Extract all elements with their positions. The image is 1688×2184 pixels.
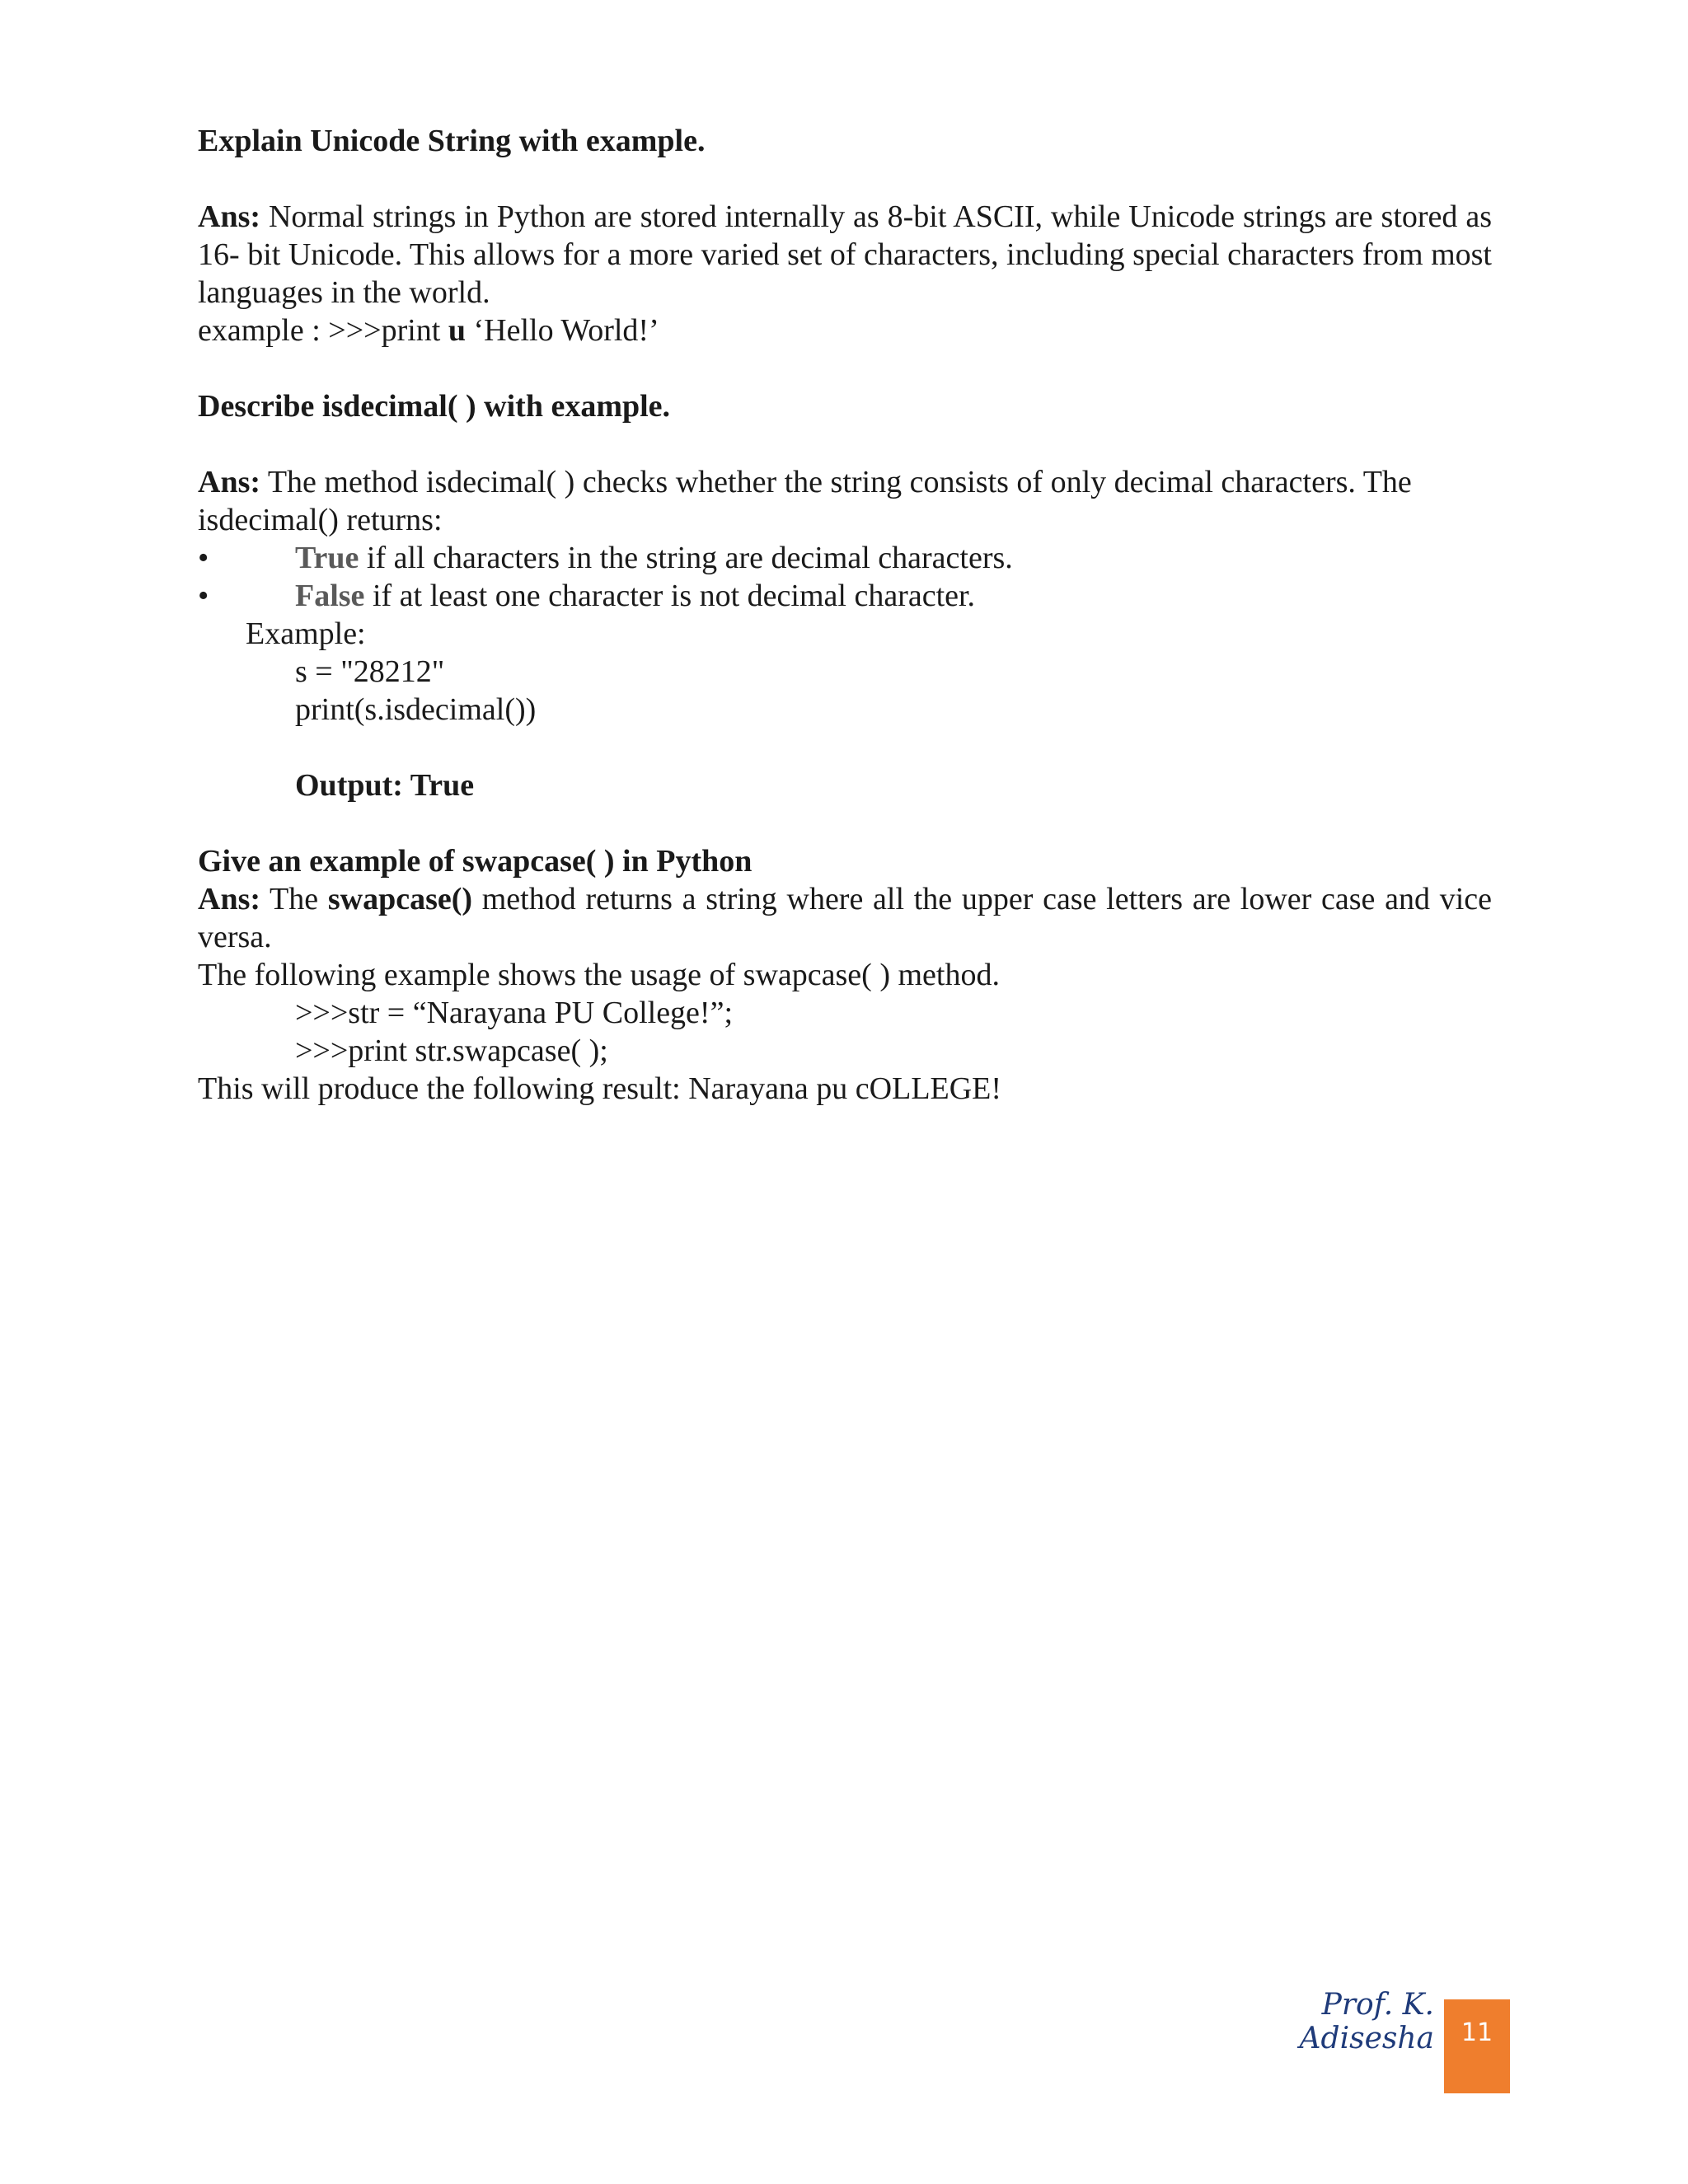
answer-label: Ans: — [198, 199, 261, 234]
answer-method: swapcase() — [327, 882, 473, 916]
answer-swapcase — [198, 880, 1492, 956]
question-swapcase-title: Give an example of swapcase( ) in Python — [198, 844, 753, 879]
bullet-text: if all characters in the string are decimal characters. — [359, 541, 1013, 575]
example-label: Example: — [246, 616, 366, 651]
answer-label: Ans: — [198, 882, 261, 916]
output-line: Output: True — [295, 768, 475, 803]
code-line: s = "28212" — [295, 654, 445, 689]
code-line: print(s.isdecimal()) — [295, 692, 537, 727]
bullet-keyword: True — [295, 541, 359, 575]
answer-text: The — [260, 882, 328, 916]
list-item — [198, 577, 1492, 615]
question-unicode-title: Explain Unicode String with example. — [198, 124, 706, 158]
page-content — [198, 122, 1492, 1108]
answer-text: The method isdecimal( ) checks whether the string consists of only decimal characters. The isdecimal() returns: — [198, 465, 1412, 537]
answer-text: Normal strings in Python are stored internally as 8-bit ASCII, while Unicode strings are stored as 16- bit Unicode. This allows for a more varied set of characters, including special characters from most languages in the world. — [198, 199, 1492, 310]
answer-unicode — [198, 198, 1492, 312]
answer-text: method returns a string where all the upper case letters are lower case and vice versa. — [198, 882, 1492, 954]
question-isdecimal-title: Describe isdecimal( ) with example. — [198, 389, 671, 424]
bullet-keyword: False — [295, 579, 365, 613]
example-u: u — [448, 313, 466, 348]
bullet-icon: • — [198, 541, 209, 575]
answer-label: Ans: — [198, 465, 261, 499]
example-prefix: example : >>>print — [198, 313, 448, 348]
example-suffix: ‘Hello World!’ — [465, 313, 659, 348]
footer-author: Prof. K. Adisesha — [1299, 1988, 1434, 2055]
usage-line: The following example shows the usage of swapcase( ) method. — [198, 958, 1000, 992]
unicode-example — [198, 312, 1492, 349]
result-line: This will produce the following result: Narayana pu cOLLEGE! — [198, 1071, 1002, 1106]
code-line: >>>str = “Narayana PU College!”; — [295, 996, 733, 1030]
code-line: >>>print str.swapcase( ); — [295, 1033, 608, 1068]
answer-isdecimal — [198, 463, 1492, 539]
bullet-text: if at least one character is not decimal character. — [364, 579, 976, 613]
list-item — [198, 539, 1492, 577]
bullet-icon: • — [198, 579, 209, 613]
page-number-badge: 11 — [1444, 1999, 1510, 2093]
